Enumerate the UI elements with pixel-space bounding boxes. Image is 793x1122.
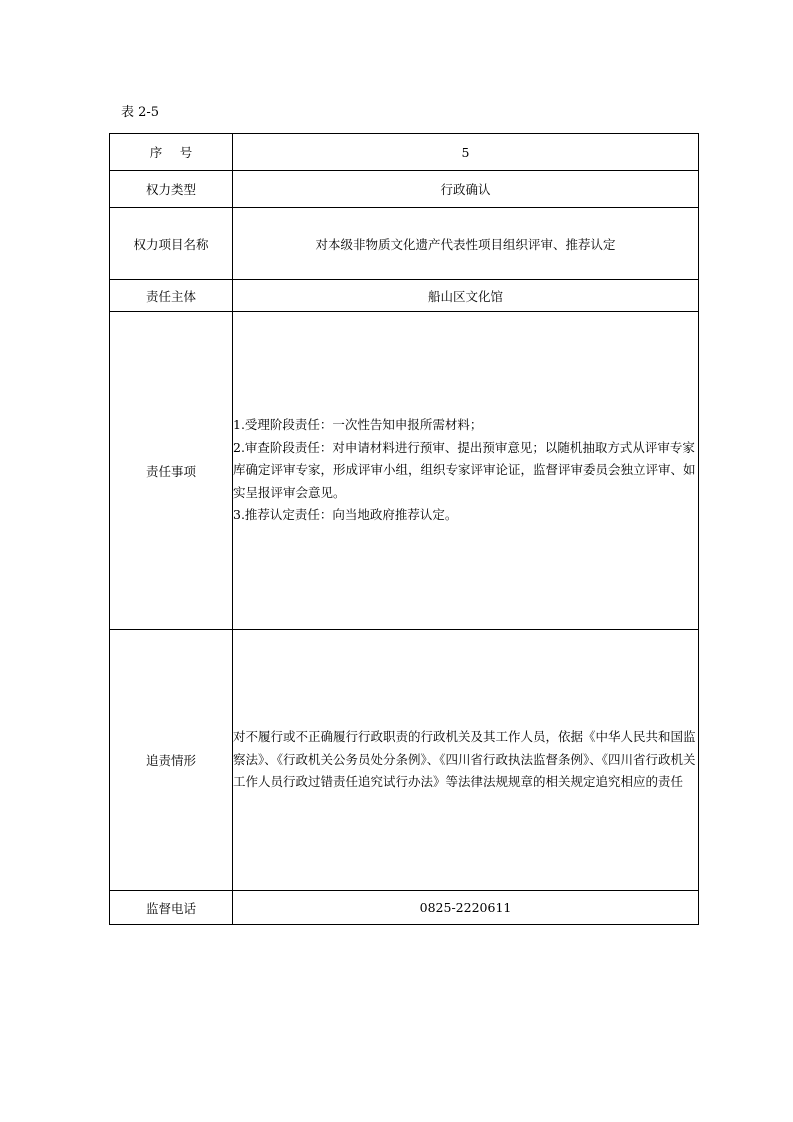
label-accountability: 追责情形	[110, 630, 233, 891]
table-row-duties	[110, 312, 699, 630]
responsibility-table	[109, 133, 699, 925]
table-row-subject	[110, 280, 699, 312]
value-seq: 5	[233, 134, 699, 171]
label-power-type: 权力类型	[110, 171, 233, 208]
value-power-type: 行政确认	[233, 171, 699, 208]
table-row-accountability	[110, 630, 699, 891]
value-phone: 0825-2220611	[233, 891, 699, 925]
table-row-seq	[110, 134, 699, 171]
value-accountability: 对不履行或不正确履行行政职责的行政机关及其工作人员，依据《中华人民共和国监察法》、《行政机关公务员处分条例》、《四川省行政执法监督条例》、《四川省行政机关工作人员行政过错责任追究试行办法》等法律法规规章的相关规定追究相应的责任	[233, 630, 699, 891]
value-subject: 船山区文化馆	[233, 280, 699, 312]
duty-item-2: 2.审查阶段责任：对申请材料进行预审、提出预审意见；以随机抽取方式从评审专家库确定评审专家，形成评审小组，组织专家评审论证，监督评审委员会独立评审、如实呈报评审会意见。	[233, 439, 696, 500]
label-phone: 监督电话	[110, 891, 233, 925]
duty-item-1: 1.受理阶段责任：一次性告知申报所需材料；	[233, 417, 483, 433]
label-subject: 责任主体	[110, 280, 233, 312]
table-caption: 表 2-5	[121, 105, 160, 120]
label-item-name: 权力项目名称	[110, 208, 233, 280]
label-seq: 序号	[110, 134, 233, 171]
value-item-name: 对本级非物质文化遗产代表性项目组织评审、推荐认定	[233, 208, 699, 280]
table-row-item-name	[110, 208, 699, 280]
table-row-phone	[110, 891, 699, 925]
duty-item-3: 3.推荐认定责任：向当地政府推荐认定。	[233, 507, 458, 523]
table-row-power-type	[110, 171, 699, 208]
value-duties	[233, 312, 699, 630]
label-duties: 责任事项	[110, 312, 233, 630]
